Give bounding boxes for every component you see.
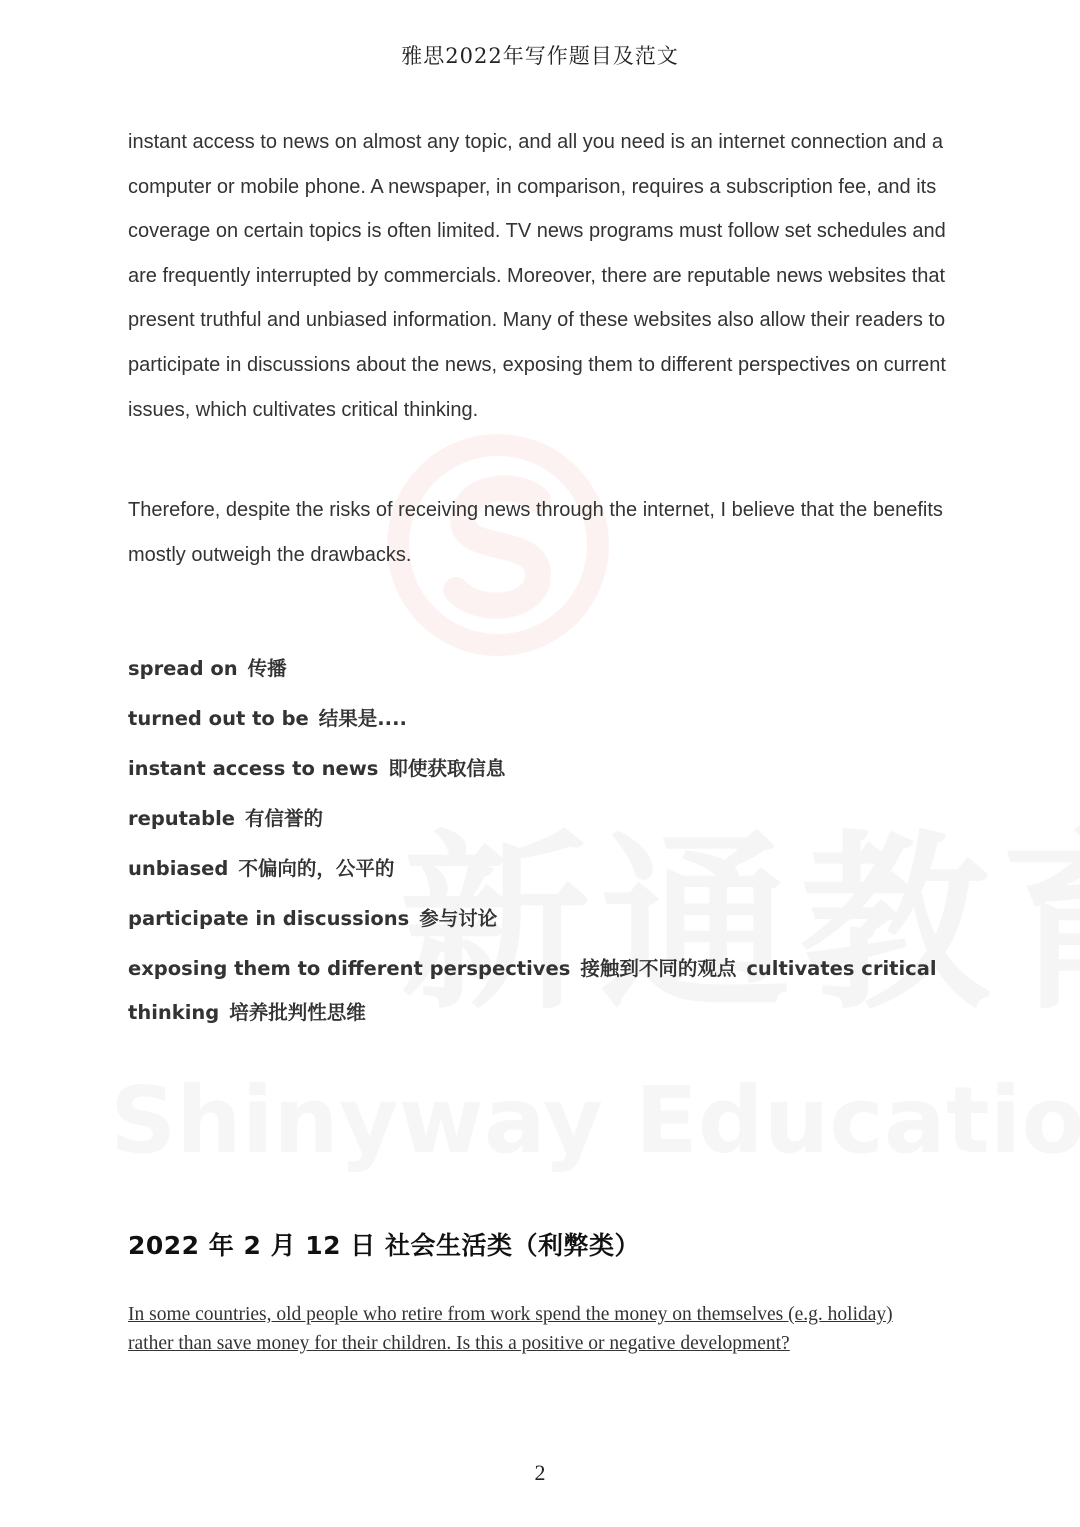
page-number: 2 bbox=[534, 1460, 546, 1485]
vocabulary-meaning: 即使获取信息 bbox=[388, 757, 506, 781]
watermark-english-text bbox=[110, 1075, 1080, 1167]
vocabulary-term: exposing them to different perspectives bbox=[128, 957, 571, 981]
vocabulary-item bbox=[128, 647, 958, 691]
vocabulary-item bbox=[128, 897, 958, 941]
vocabulary-meaning: 培养批判性思维 bbox=[229, 1001, 366, 1025]
vocabulary-term: reputable bbox=[128, 807, 236, 831]
vocabulary-meaning: 参与讨论 bbox=[419, 907, 498, 931]
essay-prompt: In some countries, old people who retire from work spend the money on themselves (e.g. holiday) rather than save money for their children. Is this a positive or negative development? bbox=[128, 1304, 893, 1354]
vocabulary-item bbox=[128, 947, 958, 1035]
vocabulary-meaning: 结果是.... bbox=[318, 707, 407, 731]
page-header-title: 雅思2022年写作题目及范文 bbox=[401, 44, 679, 68]
vocabulary-meaning: 传播 bbox=[247, 657, 287, 681]
vocabulary-term: cultivates critical thinking bbox=[128, 957, 937, 1025]
vocabulary-meaning: 有信誉的 bbox=[245, 807, 324, 831]
vocabulary-term: participate in discussions bbox=[128, 907, 410, 931]
main-content bbox=[128, 120, 958, 1041]
vocabulary-term: spread on bbox=[128, 657, 238, 681]
vocabulary-meaning: 不偏向的，公平的 bbox=[238, 857, 395, 881]
essay-paragraph: instant access to news on almost any topic, and all you need is an internet connection and a computer or mobile phone. A newspaper, in comparison, requires a subscription fee, and its coverage on certain topics is often limited. TV news programs must follow set schedules and are frequently interrupted by commercials. Moreover, there are reputable news websites that present truthful and unbiased information. Many of these websites also allow their readers to participate in discussions about the news, exposing them to different perspectives on current issues, which cultivates critical thinking. bbox=[128, 131, 946, 421]
vocabulary-meaning: 接触到不同的观点 bbox=[580, 957, 737, 981]
section-heading: 2022 年 2 月 12 日 社会生活类（利弊类） bbox=[128, 1231, 640, 1260]
vocabulary-item bbox=[128, 847, 958, 891]
vocabulary-term: turned out to be bbox=[128, 707, 309, 731]
vocabulary-list bbox=[128, 647, 958, 1035]
vocabulary-item bbox=[128, 747, 958, 791]
essay-paragraph: Therefore, despite the risks of receiving news through the internet, I believe that the benefits mostly outweigh the drawbacks. bbox=[128, 499, 943, 566]
vocabulary-item bbox=[128, 697, 958, 741]
vocabulary-term: instant access to news bbox=[128, 757, 379, 781]
vocabulary-item bbox=[128, 797, 958, 841]
vocabulary-term: unbiased bbox=[128, 857, 229, 881]
